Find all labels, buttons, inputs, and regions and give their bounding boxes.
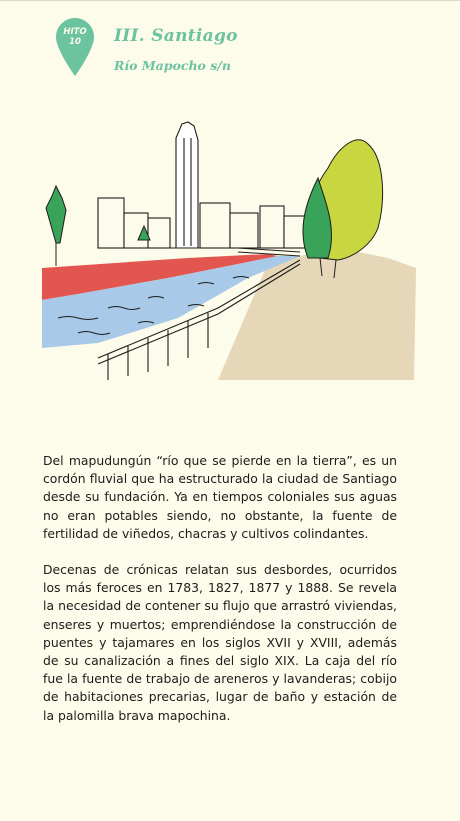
- building: [260, 206, 284, 248]
- hito-marker-word: HITO: [63, 27, 87, 37]
- page-title: III. Santiago: [114, 26, 238, 46]
- bridge: [238, 248, 300, 252]
- body-text: [43, 452, 397, 743]
- paragraph-1: Del mapudungún “río que se pierde en la tierra”, es un cordón fluvial que ha estructurado la ciudad de Santiago desde su fundación. Ya en tiempos coloniales sus aguas no eran potables siendo, no obstante, la fuente de fertilidad de viñedos, chacras y cultivos colindantes.: [43, 453, 397, 541]
- building: [148, 218, 170, 248]
- paragraph-2: Decenas de crónicas relatan sus desbordes, ocurridos los más feroces en 1783, 1827, 1877 y 1888. Se revela la necesidad de contener su flujo que arrastró viviendas, enseres y muertos; emprendiéndose la construcción de puentes y tajamares en los siglos XVII y XVIII, además de su canalización a fines del siglo XIX. La caja del río fue la fuente de trabajo de areneros y lavanderas; cobijo de habitaciones precarias, lugar de baño y estación de la palomilla brava mapochina.: [43, 562, 397, 723]
- page-subtitle: Río Mapocho s/n: [114, 58, 231, 73]
- hito-marker-label: [56, 27, 94, 47]
- building: [98, 198, 124, 248]
- building: [230, 213, 258, 248]
- costanera-tower: [176, 122, 198, 248]
- top-divider: [0, 0, 460, 1]
- hito-marker-number: 10: [69, 37, 81, 47]
- building: [200, 203, 230, 248]
- header: [56, 18, 436, 82]
- mapocho-river-illustration: [38, 118, 418, 380]
